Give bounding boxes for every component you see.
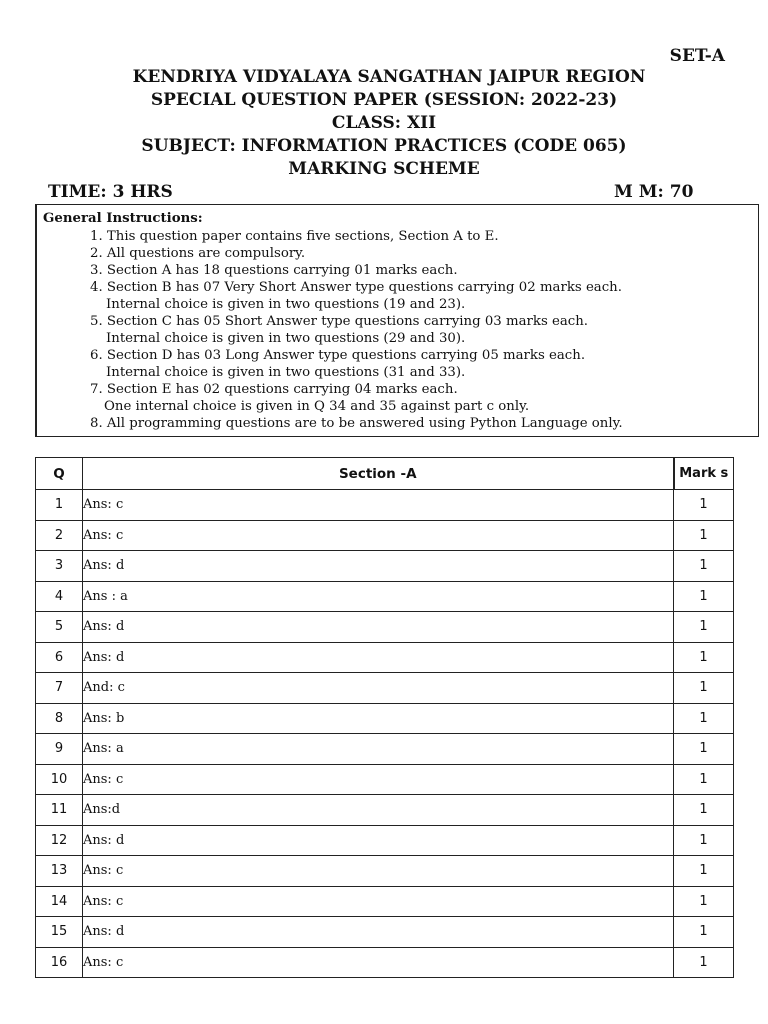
- table-row: [36, 917, 734, 948]
- instruction-line: 2. All questions are compulsory.: [90, 246, 306, 261]
- set-label: SET-A: [669, 46, 725, 66]
- marks-cell: 1: [674, 917, 734, 948]
- answer-cell: Ans: d: [83, 551, 674, 582]
- question-number: 10: [36, 764, 83, 795]
- instructions-heading: General Instructions:: [43, 211, 203, 226]
- marks-cell: 1: [674, 612, 734, 643]
- answer-cell: Ans: d: [83, 917, 674, 948]
- instructions-list: [90, 228, 623, 432]
- paper-title: SPECIAL QUESTION PAPER (SESSION: 2022-23): [150, 90, 618, 110]
- class-title: CLASS: XII: [331, 113, 437, 133]
- marks-cell: 1: [674, 795, 734, 826]
- marks-cell: 1: [674, 581, 734, 612]
- instruction-line: Internal choice is given in two questions (31 and 33).: [106, 365, 466, 380]
- question-number: 7: [36, 673, 83, 704]
- question-number: 16: [36, 947, 83, 978]
- instruction-line: 6. Section D has 03 Long Answer type questions carrying 05 marks each.: [90, 348, 586, 363]
- instruction-line: Internal choice is given in two questions (19 and 23).: [106, 297, 466, 312]
- table-header-row: [36, 458, 734, 490]
- marks-cell: 1: [674, 551, 734, 582]
- table-row: [36, 825, 734, 856]
- answer-cell: Ans: c: [83, 764, 674, 795]
- answer-cell: Ans:d: [83, 795, 674, 826]
- instruction-line: 7. Section E has 02 questions carrying 04 marks each.: [90, 382, 458, 397]
- answer-table: [35, 457, 734, 978]
- marks-cell: 1: [674, 490, 734, 521]
- question-number: 3: [36, 551, 83, 582]
- answer-cell: Ans: c: [83, 520, 674, 551]
- question-number: 9: [36, 734, 83, 765]
- answer-cell: Ans: d: [83, 642, 674, 673]
- answer-cell: Ans: b: [83, 703, 674, 734]
- instruction-line: 1. This question paper contains five sections, Section A to E.: [90, 229, 499, 244]
- instruction-line: 5. Section C has 05 Short Answer type questions carrying 03 marks each.: [90, 314, 589, 329]
- question-number: 11: [36, 795, 83, 826]
- question-number: 2: [36, 520, 83, 551]
- table-row: [36, 703, 734, 734]
- answer-cell: Ans: c: [83, 490, 674, 521]
- answer-cell: Ans: a: [83, 734, 674, 765]
- question-number: 4: [36, 581, 83, 612]
- answer-cell: Ans: c: [83, 856, 674, 887]
- table-row: [36, 520, 734, 551]
- table-row: [36, 581, 734, 612]
- question-number: 13: [36, 856, 83, 887]
- time-label: TIME: 3 HRS: [48, 182, 173, 202]
- table-row: [36, 673, 734, 704]
- instruction-line: 3. Section A has 18 questions carrying 01 marks each.: [90, 263, 458, 278]
- marks-cell: 1: [674, 856, 734, 887]
- column-header-q: Q: [36, 458, 83, 490]
- answer-cell: Ans: d: [83, 612, 674, 643]
- instruction-line: Internal choice is given in two questions (29 and 30).: [106, 331, 466, 346]
- column-header-section: Section -A: [83, 458, 674, 490]
- marks-cell: 1: [674, 764, 734, 795]
- document-header: [0, 66, 768, 181]
- question-number: 5: [36, 612, 83, 643]
- instruction-line: 4. Section B has 07 Very Short Answer type questions carrying 02 marks each.: [90, 280, 622, 295]
- question-number: 1: [36, 490, 83, 521]
- max-marks-label: M M: 70: [614, 182, 694, 202]
- marks-cell: 1: [674, 673, 734, 704]
- marks-cell: 1: [674, 642, 734, 673]
- instruction-line: 8. All programming questions are to be answered using Python Language only.: [90, 416, 623, 431]
- table-row: [36, 856, 734, 887]
- table-row: [36, 795, 734, 826]
- general-instructions-box: [35, 204, 759, 437]
- table-row: [36, 764, 734, 795]
- subject-title: SUBJECT: INFORMATION PRACTICES (CODE 065): [141, 136, 627, 156]
- marks-cell: 1: [674, 703, 734, 734]
- table-row: [36, 612, 734, 643]
- table-row: [36, 490, 734, 521]
- marks-cell: 1: [674, 734, 734, 765]
- scheme-title: MARKING SCHEME: [288, 159, 480, 179]
- table-row: [36, 947, 734, 978]
- instruction-line: One internal choice is given in Q 34 and 35 against part c only.: [104, 399, 530, 414]
- marks-cell: 1: [674, 886, 734, 917]
- table-row: [36, 551, 734, 582]
- question-number: 12: [36, 825, 83, 856]
- question-number: 14: [36, 886, 83, 917]
- marks-cell: 1: [674, 947, 734, 978]
- question-number: 6: [36, 642, 83, 673]
- answer-cell: Ans: c: [83, 886, 674, 917]
- answer-cell: Ans : a: [83, 581, 674, 612]
- table-row: [36, 886, 734, 917]
- question-number: 15: [36, 917, 83, 948]
- question-number: 8: [36, 703, 83, 734]
- organization-title: KENDRIYA VIDYALAYA SANGATHAN JAIPUR REGION: [132, 67, 646, 87]
- marks-cell: 1: [674, 825, 734, 856]
- table-row: [36, 734, 734, 765]
- column-header-marks: Mark s: [674, 458, 734, 490]
- answer-cell: Ans: d: [83, 825, 674, 856]
- table-row: [36, 642, 734, 673]
- answer-cell: And: c: [83, 673, 674, 704]
- answer-cell: Ans: c: [83, 947, 674, 978]
- marks-cell: 1: [674, 520, 734, 551]
